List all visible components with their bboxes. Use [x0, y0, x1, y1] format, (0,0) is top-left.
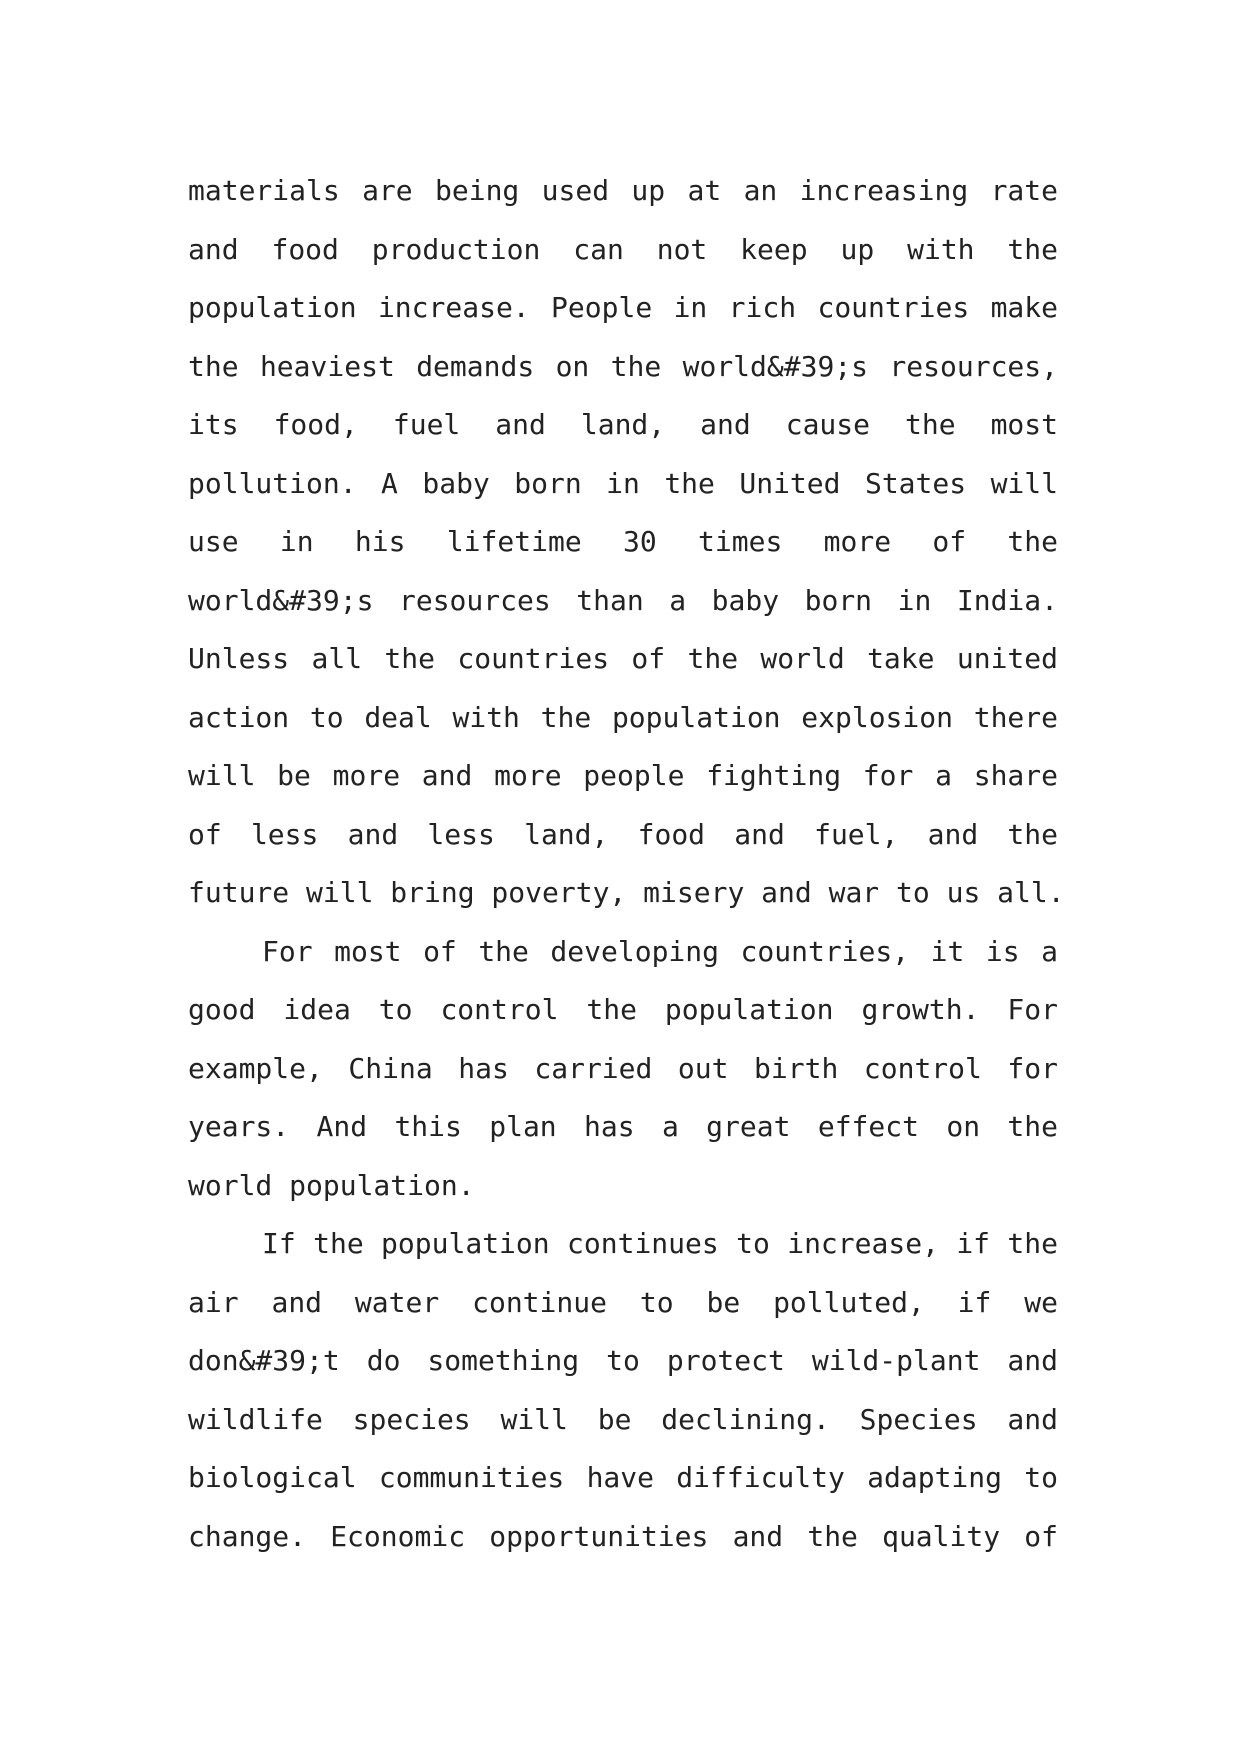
text-line: use in his lifetime 30 times more of the: [188, 525, 1058, 558]
text-line: don&#39;t do something to protect wild-plant and: [188, 1344, 1058, 1377]
text-line: world&#39;s resources than a baby born in India.: [188, 583, 1058, 617]
paragraph-2: [188, 923, 1058, 1216]
text-line: will be more and more people fighting for a share: [188, 759, 1058, 792]
text-line: Unless all the countries of the world take united: [188, 642, 1058, 675]
text-line: years. And this plan has a great effect on the: [188, 1110, 1058, 1143]
text-line: good idea to control the population growth. For: [188, 993, 1058, 1026]
text-line: world population.: [188, 1168, 475, 1202]
text-line: the heaviest demands on the world&#39;s resources,: [188, 349, 1058, 383]
body-text: [188, 162, 1065, 1566]
text-line: change. Economic opportunities and the quality of: [188, 1519, 1058, 1553]
text-line: air and water continue to be polluted, if we: [188, 1285, 1058, 1319]
text-line: pollution. A baby born in the United States will: [188, 466, 1058, 500]
text-line: example, China has carried out birth control for: [188, 1051, 1058, 1085]
text-line: and food production can not keep up with the: [188, 232, 1058, 266]
text-line: its food, fuel and land, and cause the most: [188, 408, 1058, 441]
text-line: future will bring poverty, misery and war to us all.: [188, 876, 1065, 909]
text-line: wildlife species will be declining. Species and: [188, 1402, 1058, 1436]
text-line: For most of the developing countries, it is a: [262, 934, 1058, 968]
text-line: action to deal with the population explosion there: [188, 700, 1058, 734]
text-line: of less and less land, food and fuel, and the: [188, 817, 1058, 851]
text-line: biological communities have difficulty adapting to: [188, 1461, 1058, 1494]
text-line: population increase. People in rich countries make: [188, 291, 1058, 324]
text-line: materials are being used up at an increasing rate: [188, 174, 1058, 207]
paragraph-1: [188, 162, 1065, 923]
paragraph-3: [188, 1215, 1058, 1566]
text-line: If the population continues to increase, if the: [262, 1227, 1058, 1260]
